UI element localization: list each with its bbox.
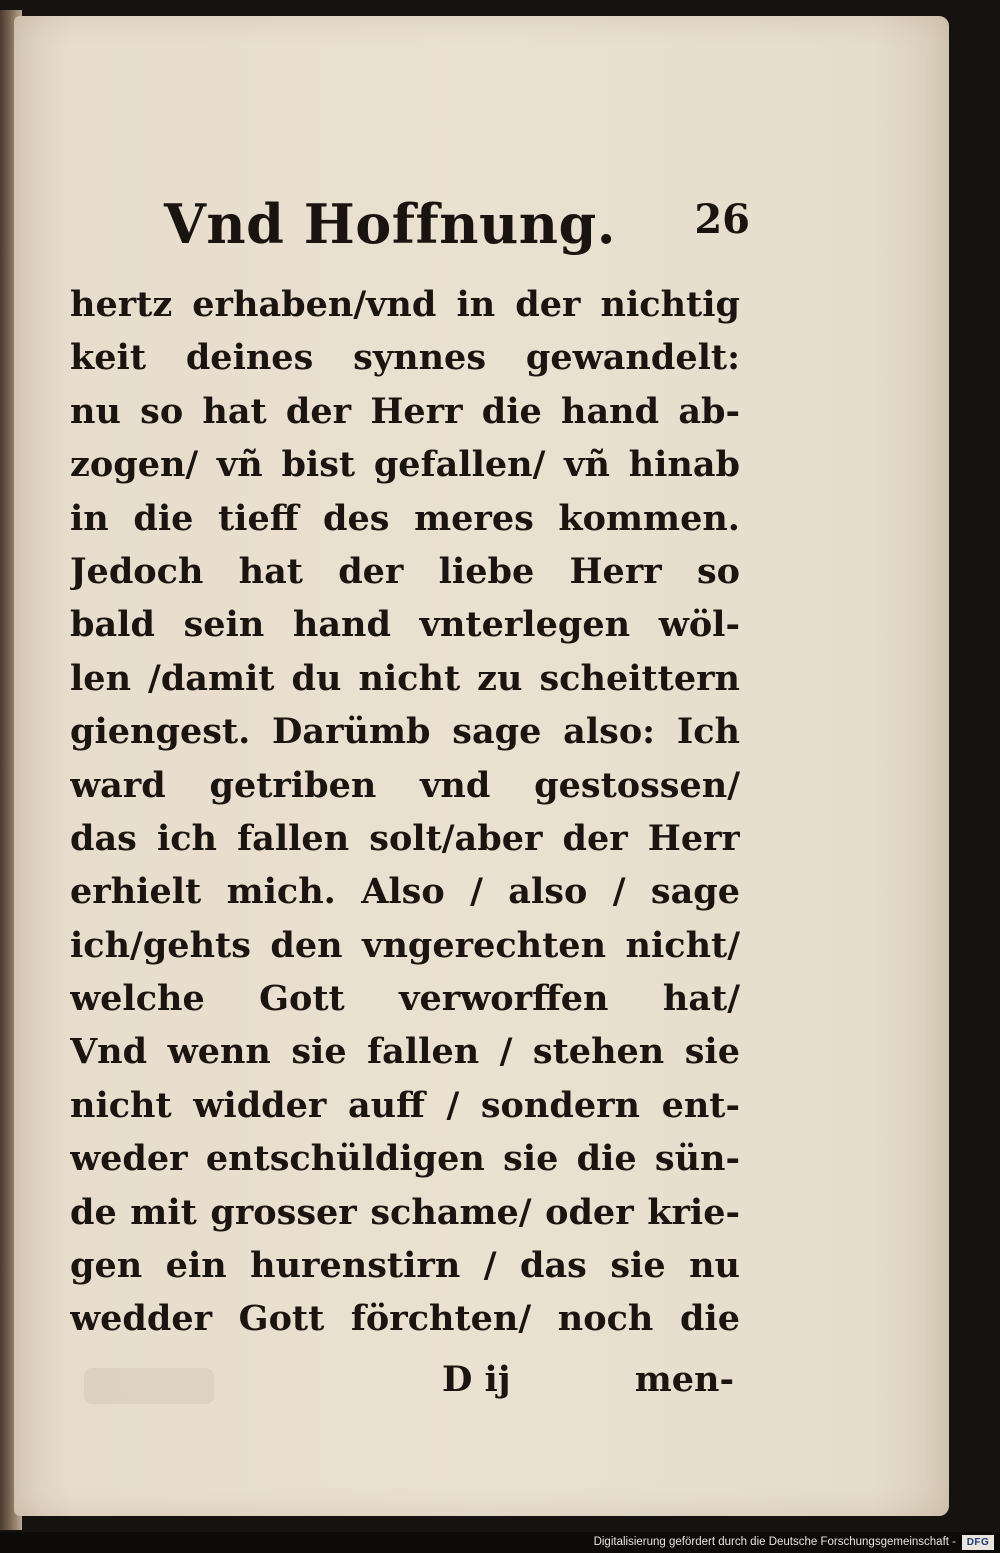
text-line: ward getriben vnd gestossen/ bbox=[70, 764, 740, 806]
text-line: wedder Gott förchten/ noch die bbox=[70, 1298, 740, 1340]
page-footer bbox=[434, 1352, 734, 1408]
text-line: bald sein hand vnterlegen wöl- bbox=[70, 604, 740, 646]
running-title: Vnd Hoffnung. bbox=[164, 192, 617, 256]
body-text bbox=[70, 278, 740, 1346]
text-line: Jedoch hat der liebe Herr so bbox=[70, 550, 740, 592]
text-line: keit deines synnes gewandelt: bbox=[70, 337, 740, 379]
text-line: ich/gehts den vngerechten nicht/ bbox=[70, 924, 740, 966]
text-line: Vnd wenn sie fallen / stehen sie bbox=[70, 1031, 740, 1073]
text-line: giengest. Darümb sage also: Ich bbox=[70, 711, 740, 753]
text-line: de mit grosser schame/ oder krie- bbox=[70, 1191, 740, 1233]
text-line: nicht widder auff / sondern ent- bbox=[70, 1084, 740, 1126]
dfg-logo: DFG bbox=[962, 1535, 994, 1550]
credit-bar bbox=[0, 1532, 1000, 1553]
signature-mark: D ij bbox=[442, 1359, 511, 1400]
text-line: in die tieff des meres kommen. bbox=[70, 497, 740, 539]
ink-bleed-through bbox=[84, 1368, 214, 1404]
page-number: 26 bbox=[694, 196, 750, 243]
text-line: gen ein hurenstirn / das sie nu bbox=[70, 1245, 740, 1287]
catchword: men- bbox=[634, 1359, 734, 1400]
text-line: erhielt mich. Also / also / sage bbox=[70, 871, 740, 913]
text-line: welche Gott verworffen hat/ bbox=[70, 978, 740, 1020]
text-line: len /damit du nicht zu scheittern bbox=[70, 657, 740, 699]
text-line: hertz erhaben/vnd in der nichtig bbox=[70, 284, 740, 325]
text-line: zogen/ vñ bist gefallen/ vñ hinab bbox=[70, 444, 740, 486]
book-page bbox=[14, 16, 949, 1516]
text-line: weder entschüldigen sie die sün- bbox=[70, 1138, 740, 1180]
text-line: nu so hat der Herr die hand ab- bbox=[70, 390, 740, 432]
text-line: das ich fallen solt/aber der Herr bbox=[70, 817, 740, 859]
credit-text: Digitalisierung gefördert durch die Deutsche Forschungsgemeinschaft - bbox=[593, 1536, 956, 1548]
page-header bbox=[164, 184, 764, 264]
